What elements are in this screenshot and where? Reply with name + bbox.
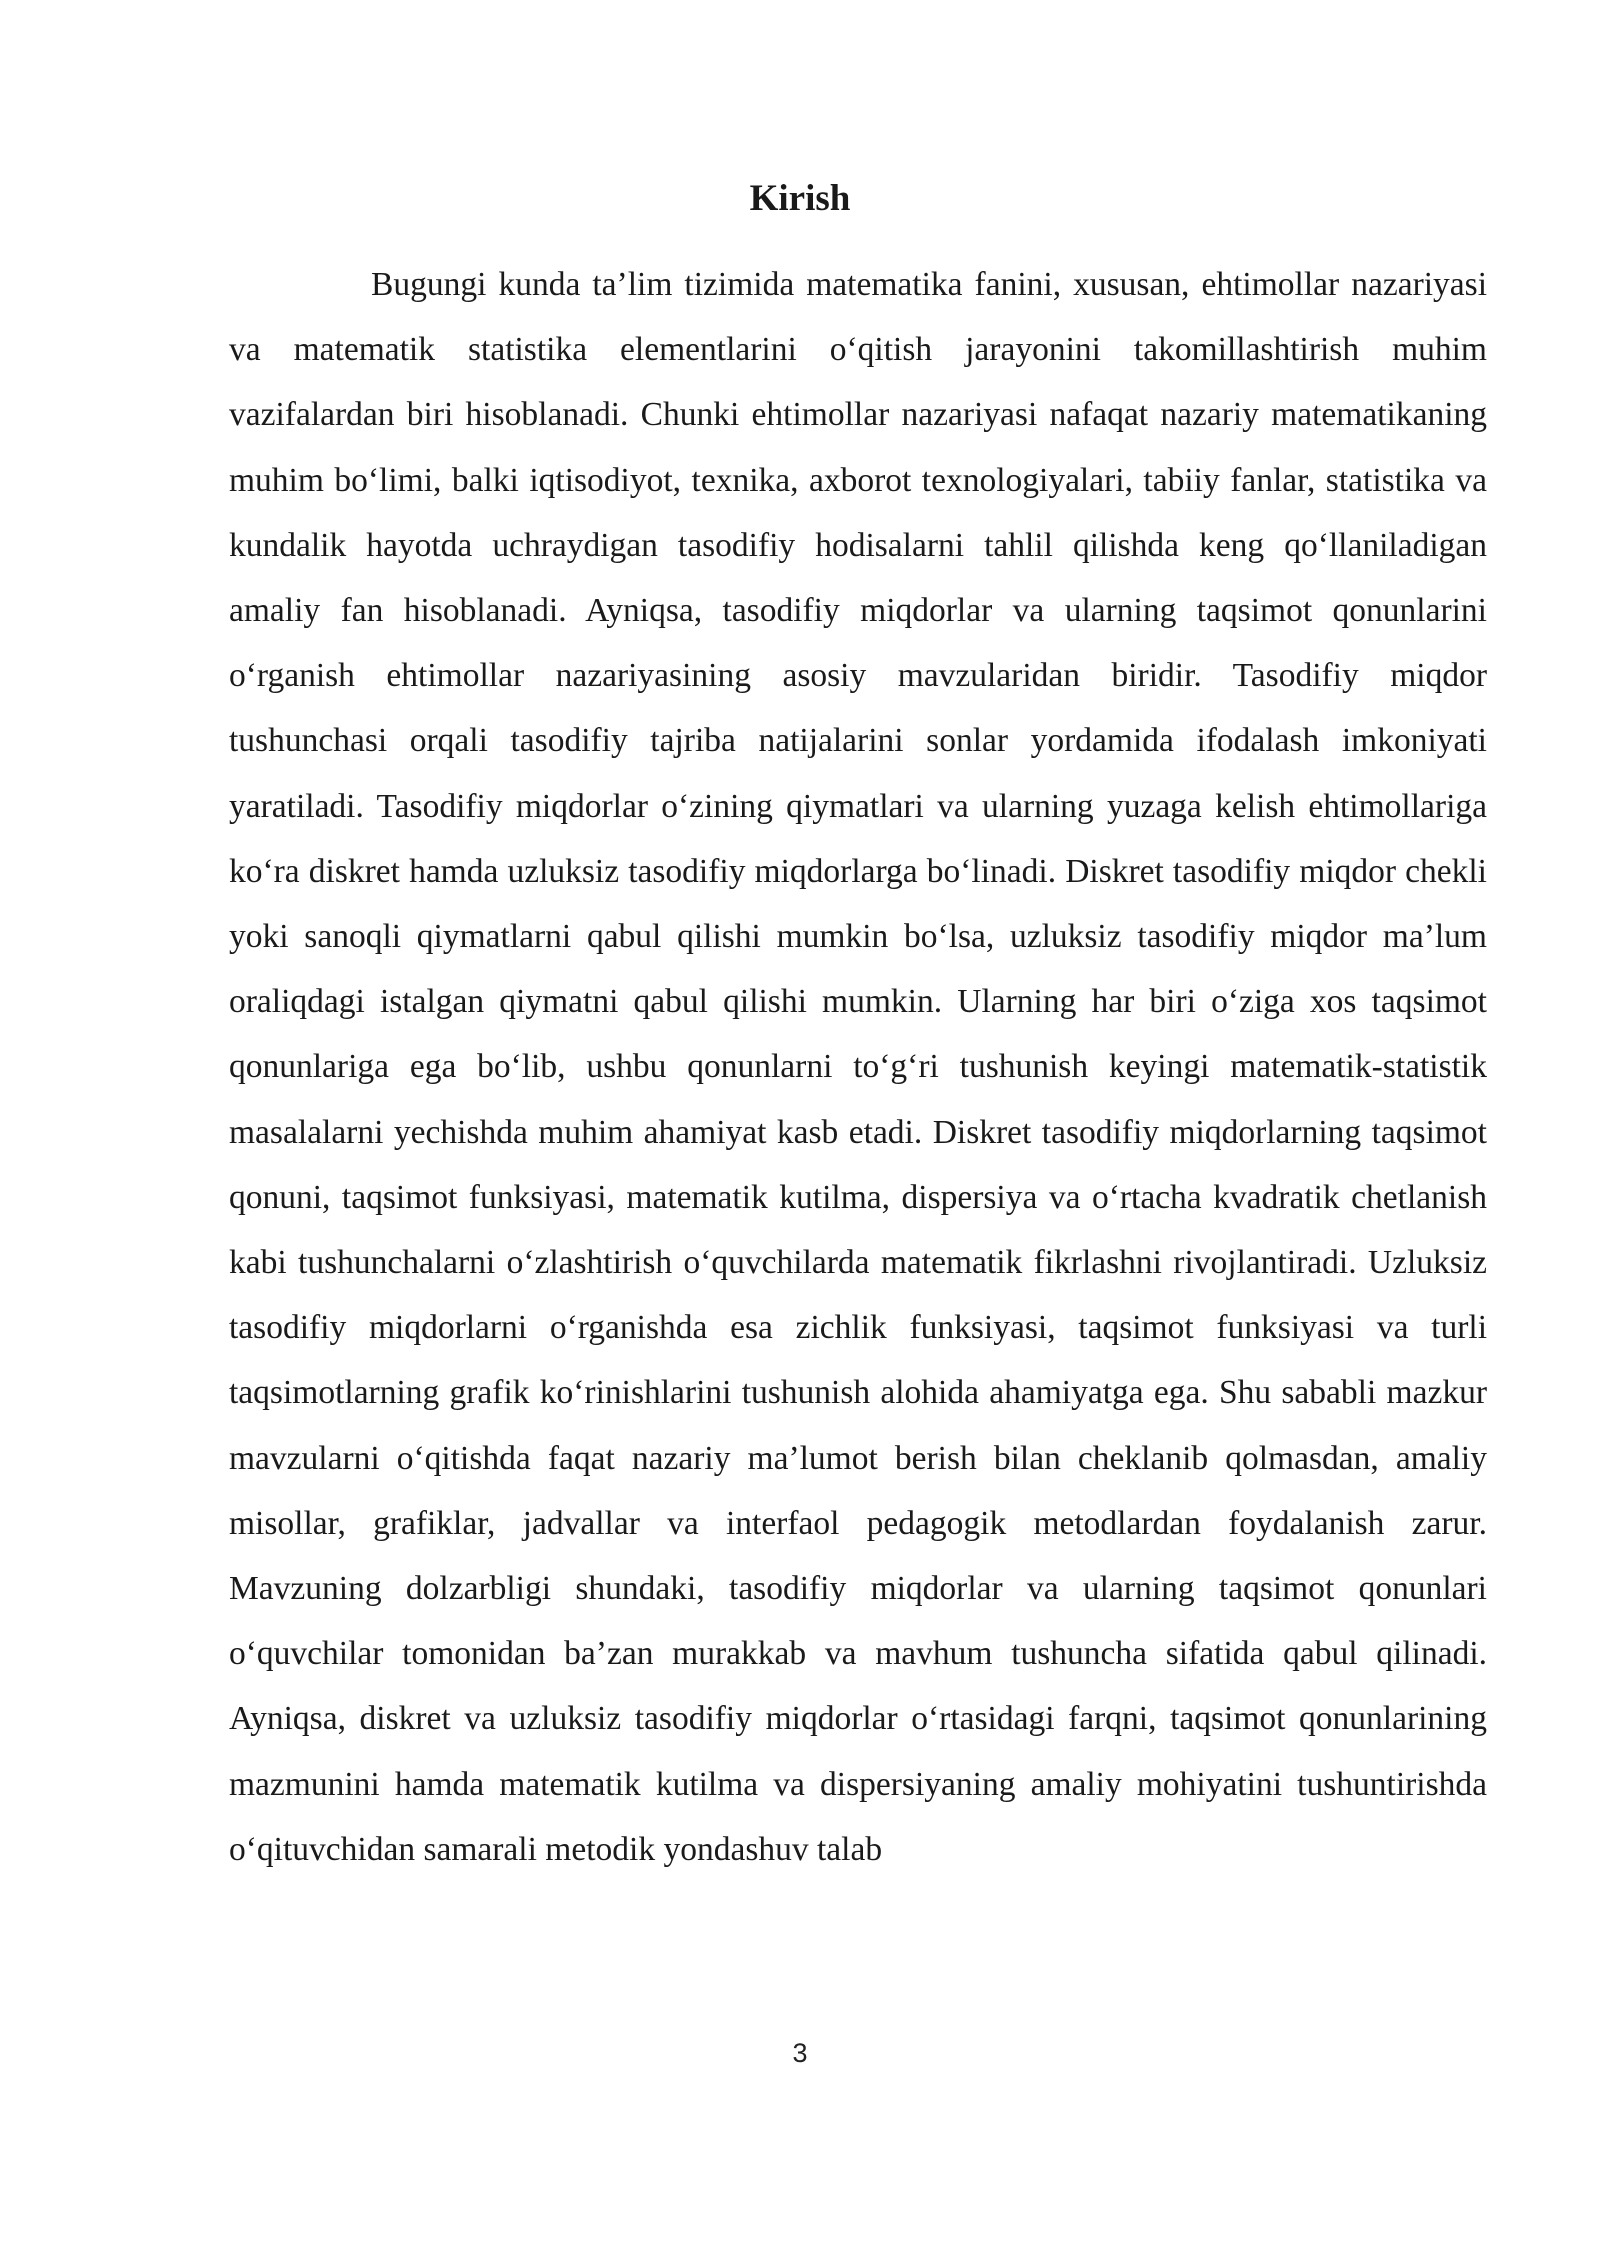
section-heading: Kirish	[749, 177, 851, 219]
body-paragraph: Bugungi kunda ta’lim tizimida matematika fanini, xususan, ehtimollar nazariyasi va matematik statistika elementlarini o‘qitish jarayonini takomillashtirish muhim vazifalardan biri hisoblanadi. Chunki ehtimollar nazariyasi nafaqat nazariy matematikaning muhim bo‘limi, balki iqtisodiyot, texnika, axborot texnologiyalari, tabiiy fanlar, statistika va kundalik hayotda uchraydigan tasodifiy hodisalarni tahlil qilishda keng qo‘llaniladigan amaliy fan hisoblanadi. Ayniqsa, tasodifiy miqdorlar va ularning taqsimot qonunlarini o‘rganish ehtimollar nazariyasining asosiy mavzularidan biridir. Tasodifiy miqdor tushunchasi orqali tasodifiy tajriba natijalarini sonlar yordamida ifodalash imkoniyati yaratiladi. Tasodifiy miqdorlar o‘zining qiymatlari va ularning yuzaga kelish ehtimollariga ko‘ra diskret hamda uzluksiz tasodifiy miqdorlarga bo‘linadi. Diskret tasodifiy miqdor chekli yoki sanoqli qiymatlarni qabul qilishi mumkin bo‘lsa, uzluksiz tasodifiy miqdor ma’lum oraliqdagi istalgan qiymatni qabul qilishi mumkin. Ularning har biri o‘ziga xos taqsimot qonunlariga ega bo‘lib, ushbu qonunlarni to‘g‘ri tushunish keyingi matematik-statistik masalalarni yechishda muhim ahamiyat kasb etadi. Diskret tasodifiy miqdorlarning taqsimot qonuni, taqsimot funksiyasi, matematik kutilma, dispersiya va o‘rtacha kvadratik chetlanish kabi tushunchalarni o‘zlashtirish o‘quvchilarda matematik fikrlashni rivojlantiradi. Uzluksiz tasodifiy miqdorlarni o‘rganishda esa zichlik funksiyasi, taqsimot funksiyasi va turli taqsimotlarning grafik ko‘rinishlarini tushunish alohida ahamiyatga ega. Shu sababli mazkur mavzularni o‘qitishda faqat nazariy ma’lumot berish bilan cheklanib qolmasdan, amaliy misollar, grafiklar, jadvallar va interfaol pedagogik metodlardan foydalanish zarur. Mavzuning dolzarbligi shundaki, tasodifiy miqdorlar va ularning taqsimot qonunlari o‘quvchilar tomonidan ba’zan murakkab va mavhum tushuncha sifatida qabul qilinadi. Ayniqsa, diskret va uzluksiz tasodifiy miqdorlar o‘rtasidagi farqni, taqsimot qonunlarining mazmunini hamda matematik kutilma va dispersiyaning amaliy mohiyatini tushuntirishda o‘qituvchidan samarali metodik yondashuv talab	[229, 266, 1487, 1868]
page-number: 3	[792, 2038, 808, 2068]
